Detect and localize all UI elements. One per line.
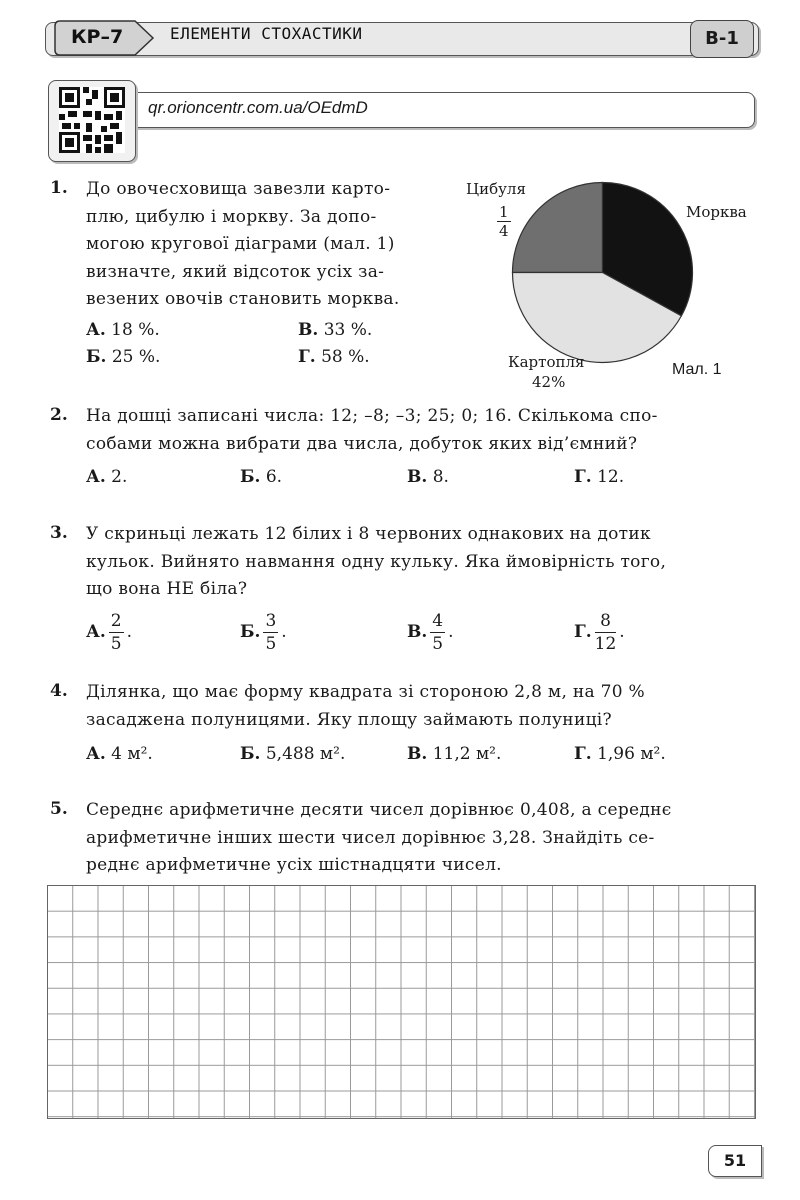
option-text: 11,2 м². — [432, 744, 502, 764]
task-1-option-g[interactable] — [298, 347, 370, 367]
task-3-number: 3. — [50, 523, 68, 543]
option-text: 5,488 м². — [265, 744, 346, 764]
task-2-number: 2. — [50, 405, 68, 425]
test-code-badge — [53, 20, 153, 56]
answer-grid[interactable] — [47, 885, 756, 1119]
task-1-line: визначте, який відсоток усіх за- — [86, 261, 385, 282]
fraction-numerator: 1 — [499, 203, 509, 221]
task-4-number: 4. — [50, 681, 68, 701]
task-4-text — [86, 679, 645, 734]
task-3-line: що вона НЕ біла? — [86, 579, 248, 599]
option-letter: А. — [86, 744, 106, 764]
task-1-number: 1. — [50, 178, 68, 198]
option-letter: Г. — [574, 622, 592, 642]
fraction-denominator: 5 — [110, 634, 122, 654]
option-letter: А. — [86, 467, 106, 487]
task-1-option-a[interactable] — [86, 320, 160, 340]
slice-value-onion — [494, 203, 514, 240]
page-number: 51 — [708, 1145, 762, 1177]
figure-caption: Мал. 1 — [672, 361, 722, 378]
task-4-option-v[interactable] — [407, 744, 501, 764]
option-letter: В. — [407, 467, 428, 487]
task-2-option-g[interactable] — [574, 467, 624, 487]
option-text: . — [619, 622, 625, 642]
variant-badge: В-1 — [690, 20, 754, 58]
task-1-option-b[interactable] — [86, 347, 160, 367]
task-5-number: 5. — [50, 799, 68, 819]
task-2-line: На дошці записані числа: 12; –8; –3; 25; 0; 16. Скількома спо- — [86, 406, 658, 426]
task-3-text — [86, 521, 666, 604]
option-text: 6. — [265, 467, 283, 487]
task-1-line: везених овочів становить морква. — [86, 289, 400, 309]
option-letter: В. — [407, 744, 428, 764]
task-3-option-g[interactable] — [574, 610, 625, 655]
task-2-text — [86, 403, 658, 458]
option-letter: Б. — [86, 347, 107, 367]
test-code: КР–7 — [71, 26, 124, 48]
task-4-option-a[interactable] — [86, 744, 153, 764]
fraction-denominator: 12 — [594, 634, 617, 654]
task-3-line: кульок. Вийнято навмання одну кульку. Яка ймовірність того, — [86, 551, 667, 572]
fraction-numerator: 3 — [265, 611, 277, 631]
option-letter: Б. — [240, 622, 261, 642]
slice-label-potato: Картопля — [508, 353, 585, 371]
option-text: 8. — [432, 467, 449, 487]
task-3-option-a[interactable] — [86, 610, 132, 655]
qr-link[interactable]: qr.orioncentr.com.ua/OEdmD — [148, 98, 368, 117]
pie-chart — [510, 180, 695, 365]
option-letter: Г. — [574, 467, 592, 487]
qr-code-icon — [59, 87, 125, 153]
task-4-line: Ділянка, що має форму квадрата зі стороною 2,8 м, на 70 % — [86, 682, 646, 702]
task-2-option-b[interactable] — [240, 467, 282, 487]
option-text: 1,96 м². — [597, 744, 666, 764]
task-1-text — [86, 176, 400, 314]
option-letter: В. — [298, 320, 319, 340]
qr-code-box[interactable] — [48, 80, 136, 162]
task-1-line: До овочесховища завезли карто- — [86, 179, 391, 199]
option-text: 33 %. — [323, 320, 373, 340]
task-3-line: У скриньці лежать 12 білих і 8 червоних однакових на дотик — [86, 524, 651, 544]
option-text: 25 %. — [111, 347, 161, 367]
option-text: 2. — [111, 467, 128, 487]
task-5-line: арифметичне інших шести чисел дорівнює 3,28. Знайдіть се- — [86, 827, 655, 848]
option-letter: А. — [86, 320, 106, 340]
option-letter: А. — [86, 622, 106, 642]
task-1-option-v[interactable] — [298, 320, 372, 340]
option-text: 12. — [597, 467, 625, 487]
fraction-numerator: 8 — [595, 610, 617, 633]
task-4-option-g[interactable] — [574, 744, 666, 764]
task-5-line: Середнє арифметичне десяти чисел дорівнює 0,408, а середнє — [86, 800, 672, 820]
slice-label-carrot: Морква — [686, 203, 747, 221]
task-5-line: реднє арифметичне усіх шістнадцяти чисел. — [86, 855, 502, 875]
option-letter: Б. — [240, 744, 261, 764]
fraction-denominator: 5 — [432, 634, 444, 654]
option-text: 18 %. — [111, 320, 160, 340]
fraction-numerator: 4 — [432, 611, 444, 631]
task-3-option-b[interactable] — [240, 610, 287, 655]
slice-label-onion: Цибуля — [466, 180, 526, 198]
task-4-line: засаджена полуницями. Яку площу займають полуниці? — [86, 709, 612, 730]
fraction-denominator: 5 — [265, 634, 277, 654]
option-letter: Г. — [298, 347, 316, 367]
fraction-numerator: 2 — [110, 611, 122, 631]
task-1-line: плю, цибулю і моркву. За допо- — [86, 206, 377, 227]
task-5-text — [86, 797, 672, 880]
page-title: ЕЛЕМЕНТИ СТОХАСТИКИ — [170, 24, 363, 43]
fraction-denominator: 4 — [499, 222, 509, 240]
option-text: 4 м². — [111, 744, 153, 764]
pie-slice-onion — [513, 183, 603, 273]
task-2-option-v[interactable] — [407, 467, 449, 487]
task-1-line: могою кругової діаграми (мал. 1) — [86, 234, 395, 254]
option-letter: Г. — [574, 744, 592, 764]
option-text: . — [448, 622, 454, 642]
task-3-option-v[interactable] — [407, 610, 454, 655]
option-letter: В. — [407, 622, 428, 642]
option-text: . — [281, 622, 287, 642]
task-4-option-b[interactable] — [240, 744, 345, 764]
task-2-line: собами можна вибрати два числа, добуток яких від’ємний? — [86, 433, 638, 454]
option-letter: Б. — [240, 467, 261, 487]
slice-value-potato: 42% — [532, 373, 566, 391]
task-2-option-a[interactable] — [86, 467, 127, 487]
option-text: . — [126, 622, 132, 642]
option-text: 58 %. — [321, 347, 370, 367]
